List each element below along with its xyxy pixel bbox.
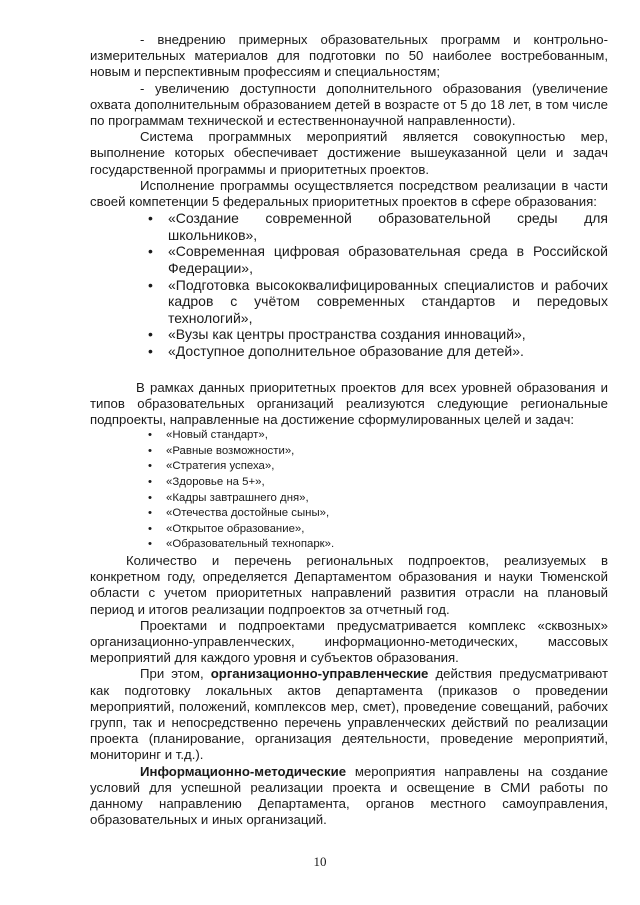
list-item: • «Новый стандарт», (148, 428, 608, 444)
list-item: • «Открытое образование», (148, 522, 608, 538)
cross-cutting-paragraph: Проектами и подпроектами предусматривается комплекс «сквозных» организационно-управленческих, информационно-методических, массовых мероприятий для каждого уровня и субъектов образования. (90, 617, 608, 666)
list-item: • «Подготовка высококвалифицированных специалистов и рабочих кадров с учётом современных стандартов и передовых технологий», (148, 276, 608, 326)
list-item: • «Здоровье на 5+», (148, 475, 608, 491)
bullet-icon: • (148, 538, 152, 551)
intro-paragraph-4: Исполнение программы осуществляется посредством реализации в части своей компетенции 5 федеральных приоритетных проектов в сфере образования: (90, 177, 608, 210)
bullet-icon: • (148, 429, 152, 442)
bullet-icon: • (148, 276, 153, 293)
org-management-term: организационно-управленческие (210, 666, 429, 682)
info-methodical-paragraph: Информационно-методические мероприятия направлены на создание условий для успешной реализации проекта и освещение в СМИ работы по данному направлению Департамента, органов местного самоуправления, образовательных и иных организаций. (90, 763, 608, 828)
list-item: • «Образовательный технопарк». (148, 537, 608, 553)
intro-paragraph-3: Система программных мероприятий является совокупностью мер, выполнение которых обеспечивает достижение вышеуказанной цели и задач государственной программы и приоритетных проектов. (90, 129, 608, 177)
federal-projects-list (148, 210, 608, 359)
bullet-icon: • (148, 460, 152, 473)
intro-paragraph-2: - увеличению доступности дополнительного образования (увеличение охвата дополнительным образованием детей в возрасте от 5 до 18 лет, в том числе по программам технической и естественнонаучной направленности). (90, 80, 608, 129)
info-methodical-term: Информационно-методические (140, 763, 347, 779)
list-item: • «Равные возможности», (148, 444, 608, 460)
bullet-icon: • (148, 243, 153, 260)
bullet-icon: • (148, 491, 152, 504)
list-item: • «Доступное дополнительное образование для детей». (148, 342, 524, 359)
bullet-icon: • (148, 342, 153, 359)
bullet-icon: • (148, 326, 153, 343)
page-content (90, 32, 608, 828)
bullet-icon: • (148, 444, 152, 457)
list-item: • «Стратегия успеха», (148, 459, 608, 475)
bullet-icon: • (148, 522, 152, 535)
list-item: • «Вузы как центры пространства создания инноваций», (148, 326, 526, 343)
list-item: • «Современная цифровая образовательная среда в Российской Федерации», (148, 243, 608, 277)
org-management-paragraph: При этом, организационно-управленческие действия предусматривают как подготовку локальных актов департамента (приказов о проведении мероприятий, положений, комплексов мер, смет), проведение совещаний, рабочих групп, так и непосредственно перечень управленческих действий по реализации проекта (планирование, организация деятельности, проведение мероприятий, мониторинг и т.д.). (90, 666, 609, 763)
list-item: • «Отечества достойные сыны», (148, 506, 608, 522)
list-item: • «Создание современной образовательной среды для школьников», (148, 210, 608, 243)
regional-subprojects-list (148, 428, 608, 553)
list-item: • «Кадры завтрашнего дня», (148, 491, 608, 507)
bullet-icon: • (148, 475, 152, 488)
bullet-icon: • (148, 507, 152, 520)
intro-paragraph-1: - внедрению примерных образовательных программ и контрольно-измерительных материалов для подготовки по 50 наиболее востребованным, новым и перспективным профессиям и специальностям; (90, 32, 608, 80)
regional-intro-paragraph: В рамках данных приоритетных проектов для всех уровней образования и типов образовательных организаций реализуются следующие региональные подпроекты, направленные на достижение сформулированных целей и задач: (90, 379, 608, 427)
bullet-icon: • (148, 210, 153, 227)
subprojects-count-paragraph: Количество и перечень региональных подпроектов, реализуемых в конкретном году, определяется Департаментом образования и науки Тюменской области с учетом приоритетных направлений развития отрасли на плановый период и итогов реализации подпроектов за отчетный год. (90, 552, 608, 617)
page-number: 10 (313, 854, 327, 869)
